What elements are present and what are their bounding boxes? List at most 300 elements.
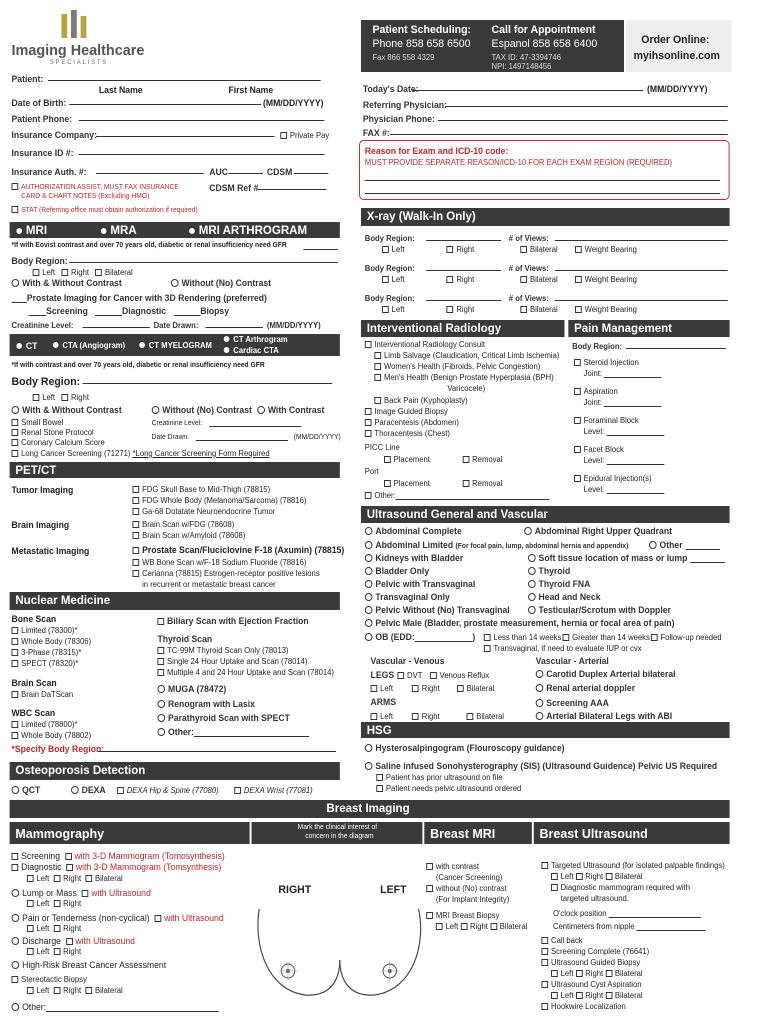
reflux-label: Venous Reflux [439,671,490,680]
discharge-with-us: with Ultrasound [75,936,135,946]
us-nipple[interactable] [553,922,706,931]
reflux-option[interactable] [430,671,489,680]
mammo-high[interactable] [12,960,167,970]
mri-side-options[interactable] [33,268,133,277]
mammo-stereo-sides[interactable] [27,986,123,995]
dvt-option[interactable] [397,671,422,680]
ob-follow[interactable] [651,633,722,642]
xray-body-field[interactable] [426,292,501,301]
us-c1-1[interactable] [365,540,629,550]
ir-consult-option[interactable] [365,340,485,349]
xray-body-field[interactable] [426,262,501,271]
side-right: Right [585,991,604,1000]
fax-field[interactable] [390,126,728,135]
side-left: Left [36,924,50,933]
arms-label: ARMS [370,697,396,707]
art-label: Screening AAA [546,698,609,708]
arms-bilat-label: Bilateral [476,712,504,721]
bone-scan-label: Bone Scan [11,614,57,624]
bone-item-label: Limited (78300)* [21,626,78,635]
reason-title: Reason for Exam and ICD-10 code: [364,146,509,156]
insurance-id-field[interactable] [79,146,325,155]
ct-gfr-note: *If with contrast and over 70 years old, diabetic or renal insufficiency need GFR [11,362,265,369]
cardiac-cta-label: Cardiac CTA [233,346,279,355]
reason-field-2[interactable] [365,185,720,194]
ir-women-label: Women's Health (Fibroids, Pelvic Congestion) [384,362,541,371]
side-right: Right [585,969,604,978]
todays-date-label: Today's Date: [362,84,419,94]
ir-limb-option[interactable] [374,351,559,360]
ir-back-label: Back Pain (Kyphoplasty) [384,396,468,405]
xray-left-label: Left [391,245,405,254]
coronary-option[interactable] [12,438,105,447]
us-c1-3[interactable] [365,566,429,576]
xray-right-label: Right [456,275,475,284]
lung-screening-option[interactable] [12,449,270,458]
facet-option[interactable] [574,445,624,454]
steroid-option[interactable] [574,358,639,367]
mark-label-2: concern in the diagram [305,833,374,840]
ct-body-field[interactable] [83,375,333,384]
us-title: Ultrasound General and Vascular [366,507,548,521]
pain-body-field[interactable] [626,340,726,349]
auth-assist-checkbox[interactable] [12,183,179,191]
mra-label: MRA [110,223,137,237]
nm-title: Nuclear Medicine [15,593,111,607]
renogram-option[interactable] [157,699,254,709]
arterial-label: Vascular - Arterial [535,656,609,666]
pet-brain-label: Brain Imaging [11,520,70,530]
us-biopsy-sides[interactable] [551,969,643,978]
art-3[interactable] [536,711,673,721]
xray-views-field[interactable] [555,232,728,241]
ir-men-option[interactable] [374,373,553,382]
epi-level[interactable] [584,485,664,494]
art-0[interactable] [536,669,676,679]
us-c2-4[interactable] [528,579,590,589]
xray-body-field[interactable] [426,232,501,241]
pain-body-label: Body Region: [572,342,623,351]
ct-arthrogram-option[interactable] [223,335,288,344]
bone-item-label: 3-Phase (78315)* [21,648,82,657]
appt-es: Espanol 858 658 6400 [491,38,598,50]
brand-name: Imaging Healthcare [11,42,145,59]
ir-biopsy-option[interactable] [365,407,448,416]
arms-sides[interactable] [371,712,504,721]
appt-title: Call for Appointment [491,24,596,36]
xray-views-field[interactable] [555,292,728,301]
legs-bilat-label: Bilateral [466,684,495,693]
small-bowel-option[interactable] [12,418,64,427]
ct-body-label: Body Region: [11,376,81,388]
ob-lt14[interactable] [484,633,561,642]
cdsm-field[interactable] [294,165,329,174]
xray-views-label: # of Views: [508,294,549,303]
auth-label: Insurance Auth. #: [11,167,87,177]
xray-views-label: # of Views: [508,264,549,273]
insurance-id-label: Insurance ID #: [11,148,74,158]
xray-left-label: Left [391,275,405,284]
wbc-item-label: Limited (78800)* [21,720,78,729]
private-pay-checkbox[interactable] [280,131,329,140]
us-diag-mammo[interactable] [551,883,690,892]
mammo-stereo[interactable] [12,975,87,984]
todays-date-field[interactable] [413,82,643,91]
steroid-joint[interactable] [584,369,662,378]
ct-with-without-label: With & Without Contrast [22,405,122,415]
renal-stone-label: Renal Stone Protocol [21,428,94,437]
us-c2-0[interactable] [524,526,672,536]
ct-myelogram-label: CT MYELOGRAM [148,341,212,350]
breast-title: Breast Imaging [326,801,410,815]
needs-label: Patient needs pelvic ultrasound ordered [385,784,522,793]
bone-item-2[interactable] [12,648,82,657]
us-c2-1[interactable] [649,540,720,550]
foram-label: Foraminal Block [583,416,639,425]
renal-stone-option[interactable] [12,428,94,437]
logo-icon [60,10,98,40]
mri-without-contrast[interactable] [426,884,506,893]
xray-wb-label: Weight Bearing [584,305,637,314]
sis-option[interactable] [365,761,717,771]
dexa-hip-label: DEXA Hip & Spine (77080) [126,786,219,795]
epi-option[interactable] [574,474,651,483]
pet-item-label: Brain Scan w/FDG (78608) [142,520,235,529]
diagram-right-label: RIGHT [278,884,312,896]
mri-gfr-field[interactable] [303,241,338,250]
us-c1-0[interactable] [365,526,462,536]
muga-label: MUGA (78472) [168,684,227,694]
ir-thora-option[interactable] [365,429,450,438]
us-targeted-sides[interactable] [551,872,643,881]
side-left: Left [36,874,50,883]
mammo-pain-sides[interactable] [27,924,81,933]
diagram-left-label: LEFT [380,884,407,896]
mri-option[interactable] [15,223,47,237]
us-cyst-sides[interactable] [551,991,643,1000]
first-name-label: First Name [228,85,274,95]
side-bilat: Bilateral [94,874,123,883]
mri-body-field[interactable] [69,254,338,263]
dob-field[interactable] [69,96,261,105]
ir-back-option[interactable] [374,396,467,405]
mammo-pain[interactable] [12,913,224,923]
mri-without-option[interactable] [171,278,271,288]
us-biopsy[interactable] [541,958,640,967]
bone-item-0[interactable] [12,626,78,635]
facet-level[interactable] [584,456,664,465]
art-1[interactable] [536,683,635,693]
us-option-label: Abdominal Right Upper Quadrant [534,526,672,536]
arms-right-label: Right [421,712,440,721]
us-c1-7[interactable] [365,618,675,628]
asp-joint-label: Joint: [583,398,603,407]
legs-sides[interactable] [371,684,495,693]
ct-with-option[interactable] [257,405,324,415]
us-option-label: Abdominal Limited [375,540,454,550]
ct-creatinine-field[interactable] [209,418,301,427]
prostate-option[interactable] [12,293,267,303]
cdsm-label: CDSM [266,167,293,177]
pet-item-1[interactable] [132,496,306,505]
patient-phone-field[interactable] [79,112,325,121]
order-box [626,20,732,72]
dexa-wrist-label: DEXA Wrist (77081) [243,786,313,795]
mri-bilateral-label: Bilateral [105,268,133,277]
nm-other-label: Other: [168,727,194,737]
mammo-lump-sides[interactable] [27,899,81,908]
ir-para-option[interactable] [365,418,459,427]
dexa-wrist-option[interactable] [234,786,312,795]
thy-item-2[interactable] [157,668,334,677]
auth-assist-label: AUTHORIZATION ASSIST, MUST FAX INSURANCE [21,184,179,191]
mri-with-without-option[interactable] [12,278,122,288]
mammo-discharge[interactable] [12,936,135,946]
pet-item-label: Prostate Scan/Fluciclovine F-18 (Axumin) (78815) [142,545,345,555]
mammo-lump[interactable] [12,888,151,898]
pain-with-us: with Ultrasound [164,913,224,923]
prior-option[interactable] [376,773,502,782]
hyst-option[interactable] [365,743,565,753]
arms-left-label: Left [380,712,393,721]
pet-tumor-label: Tumor Imaging [11,485,74,495]
dexa-label: DEXA [81,785,106,795]
xray-views-field[interactable] [555,262,728,271]
pet-item-label: Ga-68 Dotatate Neuroendocrine Tumor [142,507,276,516]
art-2[interactable] [536,698,609,708]
epi-level-label: Level: [583,485,605,494]
xray-right-label: Right [456,245,475,254]
side-right: Right [585,872,604,881]
us-c2-2[interactable] [528,553,724,563]
referring-physician-field[interactable] [445,98,727,107]
foram-option[interactable] [574,416,639,425]
auc-field[interactable] [228,165,263,174]
pet-item-2[interactable] [132,507,275,516]
stat-checkbox[interactable] [12,206,198,214]
mri-arthrogram-option[interactable] [188,223,307,237]
ir-limb-label: Limb Salvage (Claudication, Critical Limb Ischemia) [384,351,560,360]
picc-remove-label: Removal [472,455,503,464]
thy-item-label: TC-99M Thyroid Scan Only (78013) [167,646,289,655]
ct-with-without-option[interactable] [12,405,122,415]
auc-label: AUC [209,167,228,177]
us-screening[interactable] [541,947,649,956]
ob-tvag[interactable] [484,644,642,653]
xray-opts[interactable] [382,305,637,314]
cdsm-ref-field[interactable] [257,181,326,190]
mri-bx-label: MRI Breast Biopsy [435,911,500,920]
prostate-sub-options[interactable] [29,306,229,316]
dob-format: (MM/DD/YYYY) [263,98,324,108]
us-oclock[interactable] [553,909,701,918]
mammo-diagnostic[interactable] [12,862,222,872]
mri-biopsy[interactable] [426,911,499,920]
biliary-option[interactable] [157,616,308,626]
side-left: Left [560,872,574,881]
thy-item-1[interactable] [157,657,307,666]
mammo-screening[interactable] [12,851,225,861]
pet-item-label: Cerianna (78815) Estrogen-receptor positive lesions [142,569,320,578]
mammo-discharge-sides[interactable] [27,947,81,956]
asp-option[interactable] [574,387,618,396]
mark-label: Mark the clinical interest of [297,824,378,831]
facet-label: Facet Block [583,445,624,454]
breast-diagram[interactable] [248,905,430,1005]
last-name-label: Last Name [98,85,143,95]
us-cyst[interactable] [541,980,641,989]
asp-label: Aspiration [583,387,618,396]
mri-with-without-label: With & Without Contrast [22,278,122,288]
picc-place-label: Placement [393,455,430,464]
specify-body-label: *Specify Body Region: [11,744,105,754]
lung-form-link[interactable]: *Long Cancer Screening Form Required [132,449,270,458]
us-c2-6[interactable] [528,605,671,615]
xray-opts[interactable] [382,275,637,284]
qct-option[interactable] [12,785,41,795]
ir-men-label: Men's Health (Benign Prostate Hyperplasia (BPH) [384,373,554,382]
mri-drawn-field[interactable] [205,319,263,328]
insurance-company-field[interactable] [96,128,275,137]
cdsm-ref-label: CDSM Ref # [209,183,259,193]
nm-other-option[interactable] [157,727,309,737]
ct-drawn-field[interactable] [196,432,288,441]
private-pay-label: Private Pay [289,131,330,140]
wbc-item-0[interactable] [12,720,78,729]
auth-field[interactable] [96,165,204,174]
mri-drawn-label: Date Drawn: [153,321,199,330]
us-c2-3[interactable] [528,566,570,576]
lung-screening-label: Long Cancer Screening (71271) [21,449,131,458]
asp-joint[interactable] [584,398,662,407]
mammo-diag-sides[interactable] [27,874,123,883]
auth-assist-label-2: CARD & CHART NOTES (Excluding HMO) [21,193,150,200]
mri-with-contrast[interactable] [426,862,479,871]
us-option-label: Head and Neck [538,592,601,602]
us-option-label: Pelvic Without (No) Transvaginal [375,605,510,615]
physician-phone-label: Physician Phone: [362,114,435,124]
xray-body-label: Body Region: [364,234,415,243]
side-bilat: Bilateral [614,991,643,1000]
breast-mri-title: Breast MRI [430,826,496,841]
bone-item-3[interactable] [12,659,79,668]
callback-label: Call back [551,936,583,945]
ct-myelogram-option[interactable] [138,341,212,350]
wbc-item-label: Whole Body (78802) [21,731,92,740]
ct-side-options[interactable] [33,393,89,402]
side-bilat: Bilateral [614,872,643,881]
steroid-joint-label: Joint: [583,369,603,378]
needs-option[interactable] [376,784,521,793]
ob-gt14[interactable] [563,633,650,642]
art-label: Renal arterial doppler [546,683,636,693]
us-c1-6[interactable] [365,605,510,615]
thy-item-0[interactable] [157,646,288,655]
specify-body-field[interactable] [98,743,336,752]
mammo-other[interactable] [12,1002,219,1012]
port-options[interactable] [384,479,502,488]
coronary-label: Coronary Calcium Score [21,438,105,447]
xray-opts[interactable] [382,245,637,254]
brain-item-0[interactable] [12,690,74,699]
us-diag-mammo-2: targeted ultrasound. [560,894,629,903]
pet-item-6[interactable] [132,558,306,567]
mri-wo-label: without (No) contrast [435,884,507,893]
cta-option[interactable] [52,341,125,350]
physician-phone-field[interactable] [438,112,728,121]
wbc-item-1[interactable] [12,731,92,740]
thy-item-label: Multiple 4 and 24 Hour Uptake and Scan (78014) [167,668,334,677]
foram-level[interactable] [584,427,664,436]
art-label: Carotid Duplex Arterial bilateral [546,669,676,679]
order-url[interactable]: myihsonline.com [633,50,720,62]
us-option-label: Pelvic with Transvaginal [375,579,476,589]
xray-left-label: Left [391,305,405,314]
picc-options[interactable] [384,455,502,464]
mri-bx-sides[interactable] [436,922,528,931]
us-c2-5[interactable] [528,592,601,602]
order-title: Order Online: [641,34,710,46]
us-option-label: Kidneys with Bladder [375,553,464,563]
mammo-title: Mammography [15,826,105,841]
pet-item-5[interactable] [132,545,344,555]
xray-body-label: Body Region: [364,294,415,303]
ct-without-option[interactable] [152,405,252,415]
reason-field-1[interactable] [365,172,720,181]
muga-option[interactable] [157,684,226,694]
parathyroid-label: Parathyroid Scan with SPECT [168,713,290,723]
side-left: Left [36,899,50,908]
dexa-option[interactable] [71,785,106,795]
pet-item-7[interactable] [132,569,319,578]
mra-option[interactable] [100,223,137,237]
xray-bilat-label: Bilateral [529,305,558,314]
bone-item-1[interactable] [12,637,92,646]
parathyroid-option[interactable] [157,713,290,723]
mri-creatinine-field[interactable] [83,319,150,328]
us-hookwire[interactable] [541,1002,625,1011]
pet-item-0[interactable] [132,485,270,494]
dexa-hip-option[interactable] [117,786,219,795]
us-option-label: Pelvic Male (Bladder, prostate measurement, hernia or focal area of pain) [375,618,675,628]
cardiac-cta-option[interactable] [223,346,279,355]
ir-other-option[interactable] [365,491,550,500]
us-c1-2[interactable] [365,553,463,563]
qct-label: QCT [22,785,41,795]
pet-item-3[interactable] [132,520,234,529]
pain-label: Pain or Tenderness (non-cyclical) [22,913,150,923]
reason-note: MUST PROVIDE SEPARATE REASON/ICD-10 FOR EACH EXAM REGION (REQUIRED) [364,158,673,167]
mri-arthrogram-label: MRI ARTHROGRAM [198,223,308,237]
pet-item-4[interactable] [132,531,245,540]
us-callback[interactable] [541,936,582,945]
side-right: Right [63,874,82,883]
small-bowel-label: Small Bowel [21,418,64,427]
ct-drawn-label: Date Drawn: [151,434,190,441]
us-targeted[interactable] [541,861,724,870]
ob-option[interactable]: OB (EDD: ) [365,632,475,642]
ir-women-option[interactable] [374,362,540,371]
sched-title: Patient Scheduling: [372,24,472,36]
renogram-label: Renogram with Lasix [168,699,255,709]
patient-name-field[interactable] [48,72,321,81]
logo [11,10,145,66]
us-c1-4[interactable] [365,579,475,589]
high-label: High-Risk Breast Cancer Assessment [22,960,167,970]
facet-level-label: Level: [583,456,605,465]
us-c1-5[interactable] [365,592,450,602]
ct-option[interactable] [15,341,37,351]
